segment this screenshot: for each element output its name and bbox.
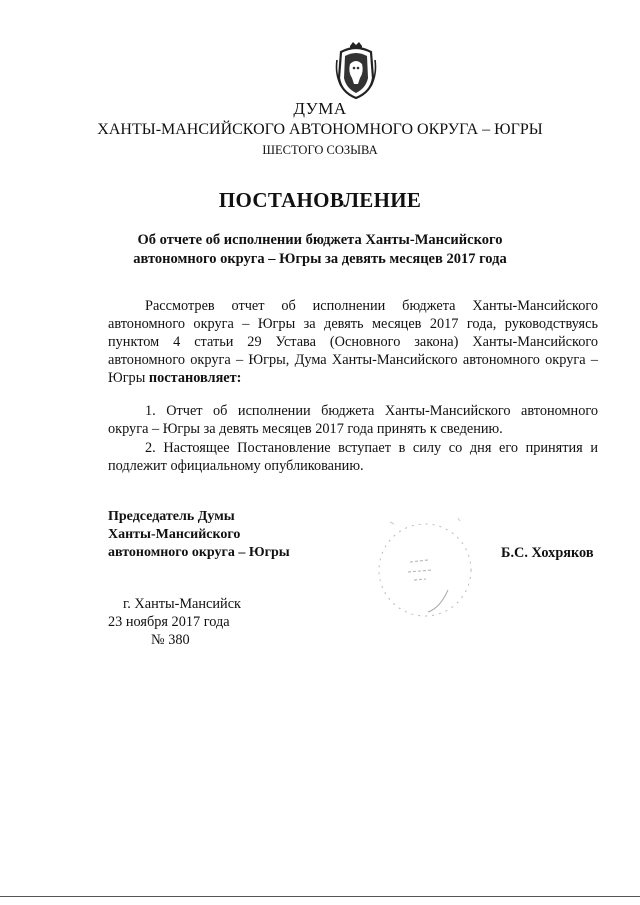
signatory-title-line3: автономного округа – Югры xyxy=(108,545,290,560)
document-subject-line2: автономного округа – Югры за девять месяцев 2017 года xyxy=(133,251,507,267)
paragraph-item-2: 2. Настоящее Постановление вступает в силу со дня его принятия и подлежит официальному опубликованию. xyxy=(108,440,598,474)
org-name: ДУМА xyxy=(293,99,347,118)
org-convocation: ШЕСТОГО СОЗЫВА xyxy=(262,143,378,157)
document-number: № 380 xyxy=(151,632,190,648)
document-city: г. Ханты-Мансийск xyxy=(123,596,241,612)
document-date: 23 ноября 2017 года xyxy=(108,614,230,630)
stamp-mark xyxy=(370,512,480,632)
preamble-text: Рассмотрев отчет об исполнении бюджета Ханты-Мансийского автономного округа – Югры за девять месяцев 2017 года, руководствуясь пунктом 4 статьи 29 Устава (Основного закона) Ханты-Мансийского автономного округа – Югры, Дума Ханты-Мансийского автономного округа – Югры xyxy=(108,298,598,386)
coat-of-arms-emblem xyxy=(333,40,379,100)
page-bottom-divider xyxy=(0,896,640,897)
preamble-resolves: постановляет: xyxy=(148,370,242,386)
paragraph-preamble xyxy=(108,297,598,387)
paragraph-item-1: 1. Отчет об исполнении бюджета Ханты-Мансийского автономного округа – Югры за девять месяцев 2017 года принять к сведению. xyxy=(108,403,598,437)
document-type-title: ПОСТАНОВЛЕНИЕ xyxy=(218,188,422,212)
signatory-title-line1: Председатель Думы xyxy=(108,509,235,524)
org-region: ХАНТЫ-МАНСИЙСКОГО АВТОНОМНОГО ОКРУГА – ЮГРЫ xyxy=(97,121,543,138)
signatory-name: Б.С. Хохряков xyxy=(501,545,594,561)
document-subject-line1: Об отчете об исполнении бюджета Ханты-Мансийского xyxy=(137,232,503,248)
signatory-title-line2: Ханты-Мансийского xyxy=(108,527,241,542)
